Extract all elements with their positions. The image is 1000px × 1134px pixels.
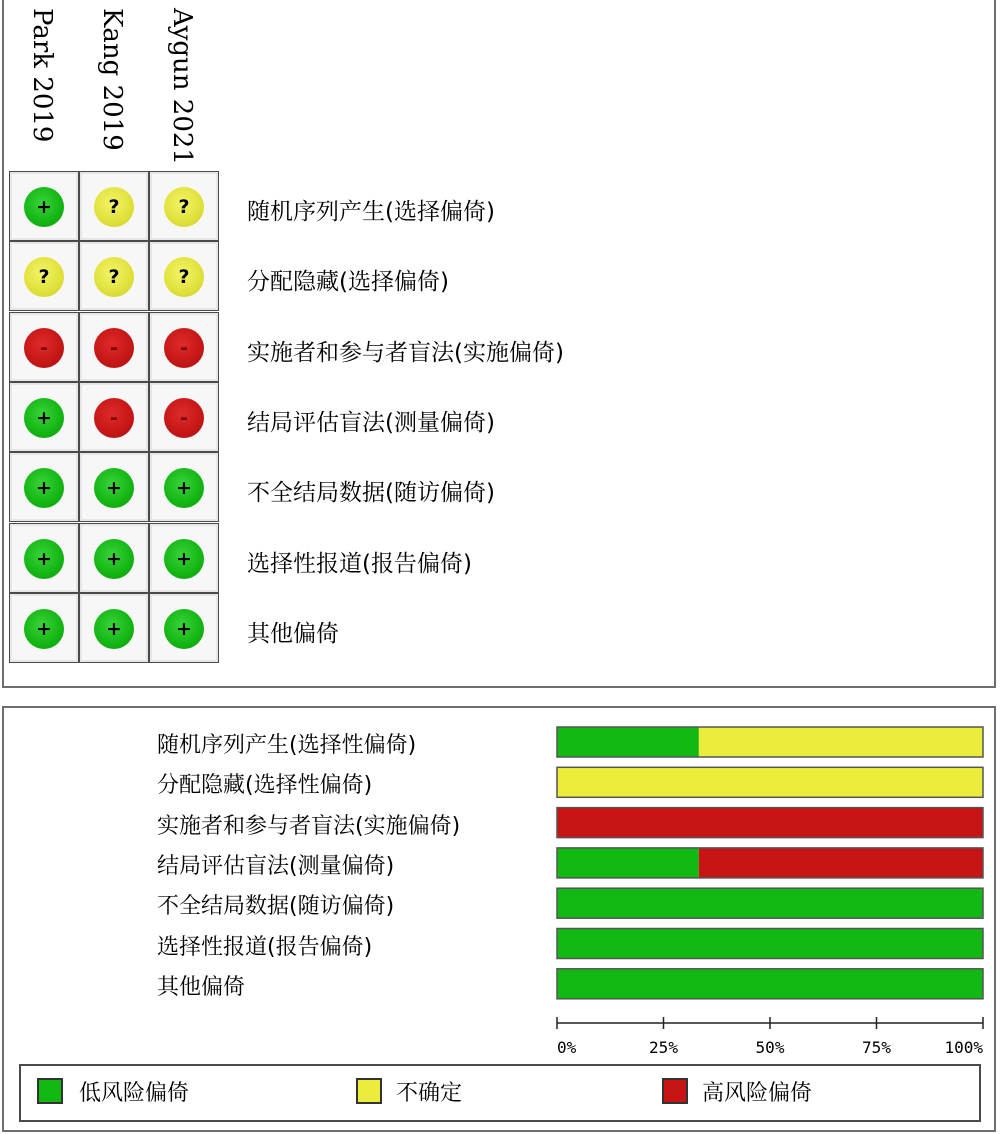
risk-high-icon: - — [94, 398, 134, 438]
risk-low-icon: + — [164, 468, 204, 508]
domain-label: 随机序列产生(选择偏倚) — [247, 199, 495, 225]
risk-high-icon: - — [94, 328, 134, 368]
risk-high-icon: - — [164, 328, 204, 368]
bar-segment-low — [557, 848, 699, 878]
grid-cell — [9, 593, 79, 663]
risk-low-icon: + — [94, 468, 134, 508]
bar-segment-unclear — [557, 767, 983, 797]
grid-cell — [149, 171, 219, 241]
study-label: Aygun 2021 — [167, 8, 197, 165]
study-label: Park 2019 — [27, 8, 57, 143]
risk-unclear-icon: ? — [164, 257, 204, 297]
risk-low-icon: + — [24, 398, 64, 438]
domain-label: 实施者和参与者盲法(实施偏倚) — [247, 339, 564, 366]
grid-cell — [149, 241, 219, 311]
grid-cell — [79, 171, 149, 241]
x-axis-tick-label: 25% — [649, 1038, 678, 1057]
bar-segment-high — [699, 848, 983, 878]
risk-low-icon: + — [164, 539, 204, 579]
bar-segment-high — [557, 808, 983, 838]
grid-cell — [9, 171, 79, 241]
grid-cell — [79, 593, 149, 663]
domain-label: 选择性报道(报告偏倚) — [247, 550, 472, 577]
grid-cell — [149, 593, 219, 663]
risk-low-icon: + — [24, 468, 64, 508]
domain-label: 结局评估盲法(测量偏倚) — [247, 409, 495, 436]
legend-label-unclear: 不确定 — [396, 1081, 463, 1106]
grid-cell — [9, 312, 79, 382]
risk-low-icon: + — [94, 539, 134, 579]
x-axis-tick-label: 100% — [944, 1038, 983, 1057]
domain-label: 其他偏倚 — [247, 620, 339, 647]
graph-category-label: 结局评估盲法(测量偏倚) — [157, 853, 395, 879]
legend — [19, 1064, 981, 1122]
graph-category-label: 实施者和参与者盲法(实施偏倚) — [157, 813, 461, 839]
risk-high-icon: - — [164, 398, 204, 438]
grid-cell — [9, 382, 79, 452]
graph-category-label: 不全结局数据(随访偏倚) — [157, 894, 395, 920]
x-axis-tick-label: 75% — [862, 1038, 891, 1057]
legend-swatch-high — [662, 1078, 688, 1104]
x-axis-tick-label: 50% — [755, 1038, 785, 1057]
legend-label-high: 高风险偏倚 — [702, 1081, 813, 1106]
legend-label-low: 低风险偏倚 — [79, 1081, 190, 1106]
grid-cell — [79, 241, 149, 311]
risk-low-icon: + — [164, 609, 204, 649]
graph-category-label: 分配隐藏(选择性偏倚) — [157, 773, 373, 799]
grid-cell — [79, 312, 149, 382]
domain-label: 分配隐藏(选择偏倚) — [247, 269, 449, 296]
risk-low-icon: + — [24, 539, 64, 579]
grid-cell — [9, 241, 79, 311]
grid-cell — [79, 382, 149, 452]
risk-unclear-icon: ? — [164, 187, 204, 227]
grid-cell — [9, 523, 79, 593]
x-axis-tick-label: 0% — [557, 1038, 577, 1057]
grid-cell — [79, 452, 149, 522]
grid-cell — [149, 452, 219, 522]
graph-category-label: 其他偏倚 — [157, 974, 246, 1000]
risk-unclear-icon: ? — [94, 187, 134, 227]
study-label: Kang 2019 — [97, 8, 127, 151]
bar-segment-unclear — [699, 727, 983, 757]
bar-segment-low — [557, 888, 983, 918]
risk-unclear-icon: ? — [94, 257, 134, 297]
risk-high-icon: - — [24, 328, 64, 368]
grid-cell — [9, 452, 79, 522]
risk-of-bias-summary — [2, 0, 996, 688]
risk-low-icon: + — [94, 609, 134, 649]
grid-cell — [149, 312, 219, 382]
legend-swatch-low — [37, 1078, 63, 1104]
risk-low-icon: + — [24, 609, 64, 649]
risk-of-bias-graph — [2, 706, 996, 1132]
grid-cell — [149, 523, 219, 593]
graph-category-label: 选择性报道(报告偏倚) — [157, 934, 373, 960]
domain-label: 不全结局数据(随访偏倚) — [247, 480, 495, 507]
grid-cell — [79, 523, 149, 593]
bar-segment-low — [557, 929, 983, 959]
graph-category-label: 随机序列产生(选择性偏倚) — [157, 733, 417, 758]
stacked-bar-chart — [4, 708, 994, 1068]
bar-segment-low — [557, 969, 983, 999]
legend-swatch-unclear — [356, 1078, 382, 1104]
risk-unclear-icon: ? — [24, 257, 64, 297]
grid-cell — [149, 382, 219, 452]
risk-low-icon: + — [24, 187, 64, 227]
bar-segment-low — [557, 727, 699, 757]
